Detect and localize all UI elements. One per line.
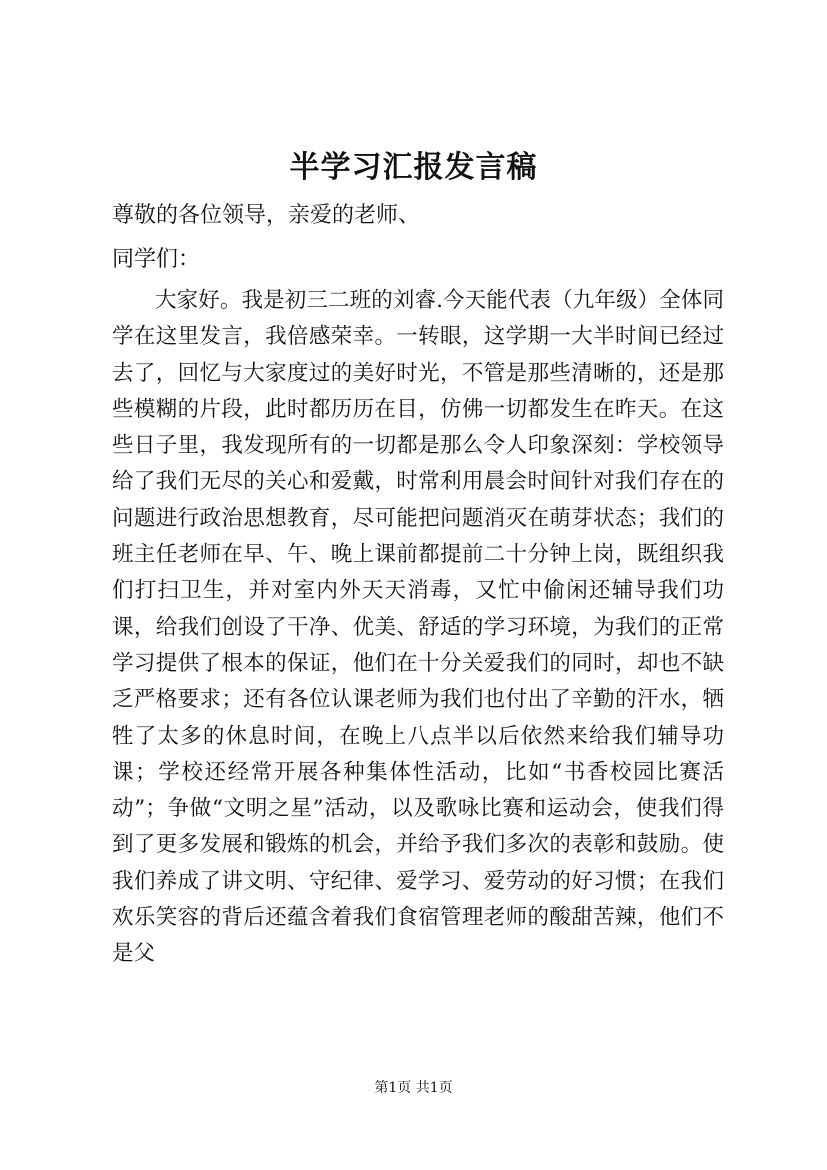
- page-number-footer: 第1页 共1页: [374, 1080, 453, 1096]
- salutation-line-2: 同学们：: [112, 247, 201, 272]
- document-title: 半学习汇报发言稿: [289, 150, 538, 185]
- body-paragraph: 大家好。我是初三二班的刘睿.今天能代表（九年级）全体同学在这里发言，我倍感荣幸。一转眼，这学期一大半时间已经过去了，回忆与大家度过的美好时光，不管是那些清晰的，还是那些模糊的片段，此时都历历在目，仿佛一切都发生在昨天。在这些日子里，我发现所有的一切都是那么令人印象深刻：学校领导给了我们无尽的关心和爱戴，时常利用晨会时间针对我们存在的问题进行政治思想教育，尽可能把问题消灭在萌芽状态；我们的班主任老师在早、午、晚上课前都提前二十分钟上岗，既组织我们打扫卫生，并对室内外天天消毒，又忙中偷闲还辅导我们功课，给我们创设了干净、优美、舒适的学习环境，为我们的正常学习提供了根本的保证，他们在十分关爱我们的同时，却也不缺乏严格要求；还有各位认课老师为我们也付出了辛勤的汗水，牺牲了太多的休息时间，在晚上八点半以后依然来给我们辅导功课；学校还经常开展各种集体性活动，比如“书香校园比赛活动”；争做“文明之星”活动，以及歌咏比赛和运动会，使我们得到了更多发展和锻炼的机会，并给予我们多次的表彰和鼓励。使我们养成了讲文明、守纪律、爱学习、爱劳动的好习惯；在我们欢乐笑容的背后还蕴含着我们食宿管理老师的酸甜苦辣，他们不是父: [112, 288, 724, 967]
- salutation-line-1: 尊敬的各位领导，亲爱的老师、: [112, 203, 421, 228]
